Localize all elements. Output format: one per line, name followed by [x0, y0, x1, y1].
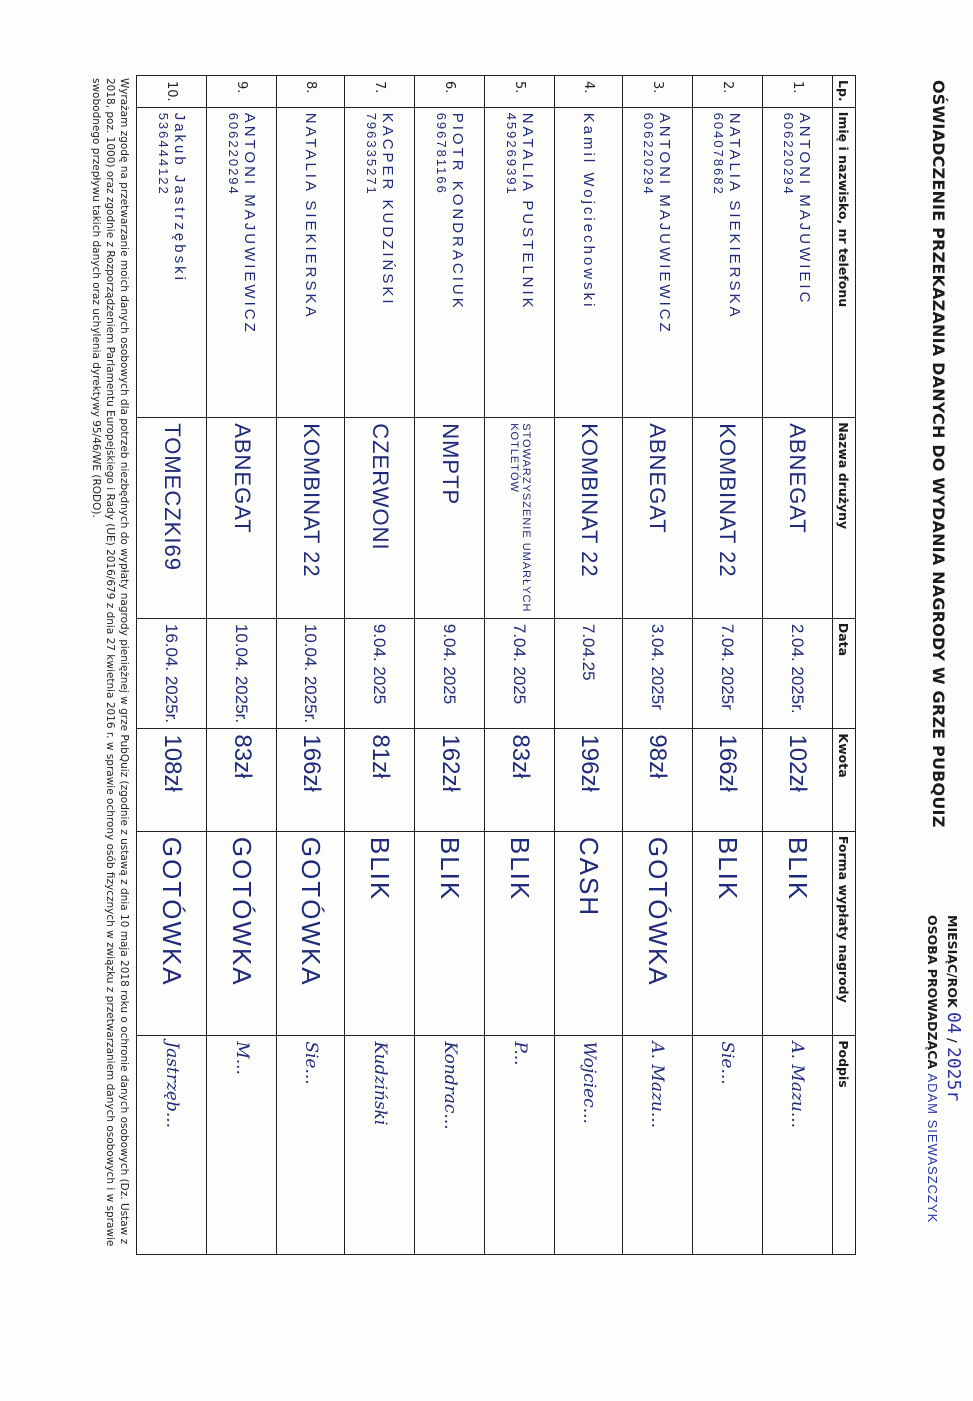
row-phone: 459269391: [503, 112, 519, 196]
row-lp: 7.: [345, 76, 415, 108]
row-signature-cell: [415, 1036, 485, 1255]
host-value: ADAM SIEWASZCZYK: [925, 1073, 940, 1224]
host-row: [922, 915, 942, 1223]
row-payout-cell: [622, 831, 692, 1035]
row-amount: 98zł: [644, 734, 672, 779]
row-payout-cell: [415, 831, 485, 1035]
row-signature-cell: [692, 1036, 762, 1255]
row-lp: 10.: [137, 76, 207, 108]
row-date-cell: [137, 618, 207, 729]
col-amount: Kwota: [833, 729, 856, 831]
row-signature: Sie...: [300, 1041, 321, 1085]
row-amount-cell: [555, 729, 623, 831]
row-team-cell: [345, 418, 415, 619]
table-row: [555, 76, 623, 1255]
col-name-phone: Imię i nazwisko, nr telefonu: [833, 107, 856, 418]
row-team: NMPTP: [437, 423, 463, 506]
row-payout-cell: [762, 831, 832, 1035]
row-date-cell: [692, 618, 762, 729]
row-team-cell: [692, 418, 762, 619]
row-team-cell: [622, 418, 692, 619]
table-row: [137, 76, 207, 1255]
row-signature: A. Mazu...: [647, 1041, 668, 1129]
row-amount: 166zł: [714, 734, 742, 792]
row-date: 7.04.25: [579, 623, 599, 681]
row-signature: P...: [509, 1041, 530, 1066]
row-amount: 102zł: [784, 734, 812, 792]
row-phone: 536444122: [155, 112, 171, 196]
row-amount: 166zł: [297, 734, 325, 792]
row-signature-cell: [345, 1036, 415, 1255]
table-row: [345, 76, 415, 1255]
row-name: ANTONI MAJUWIEWICZ: [240, 112, 258, 335]
table-header-row: [833, 76, 856, 1255]
row-signature: M...: [231, 1041, 252, 1075]
row-signature-cell: [485, 1036, 555, 1255]
row-team: ABNEGAT: [645, 423, 671, 534]
col-team: Nazwa drużyny: [833, 418, 856, 619]
row-name: PIOTR KONDRACIUK: [448, 112, 466, 311]
row-lp: 3.: [622, 76, 692, 108]
table-row: [415, 76, 485, 1255]
row-name: ANTONI MAJUWIEIC: [796, 112, 814, 306]
row-payout-cell: [277, 831, 345, 1035]
col-signature: Podpis: [833, 1036, 856, 1255]
row-payout-cell: [137, 831, 207, 1035]
row-team-cell: [485, 418, 555, 619]
row-team-cell: [137, 418, 207, 619]
row-date: 10.04. 2025r.: [232, 623, 252, 724]
row-team-cell: [207, 418, 277, 619]
row-date-cell: [345, 618, 415, 729]
row-lp: 8.: [277, 76, 345, 108]
row-payout-cell: [207, 831, 277, 1035]
row-name: NATALIA SIEKIERSKA: [726, 112, 744, 320]
row-date: 10.04. 2025r.: [301, 623, 321, 724]
row-name: NATALIA PUSTELNIK: [518, 112, 536, 311]
row-signature-cell: [137, 1036, 207, 1255]
row-date-cell: [485, 618, 555, 729]
month-year-row: [942, 915, 963, 1223]
separator-slash: /: [945, 1038, 960, 1043]
row-payout: GOTÓWKA: [227, 836, 258, 987]
year-value: 2025r: [943, 1046, 964, 1102]
row-amount-cell: [277, 729, 345, 831]
row-name: KACPER KUDZIŃSKI: [378, 112, 396, 307]
row-name-cell: [762, 107, 832, 418]
row-payout: GOTÓWKA: [157, 836, 188, 987]
row-lp: 9.: [207, 76, 277, 108]
month-value: 04: [943, 1012, 964, 1034]
row-amount: 162zł: [436, 734, 464, 792]
row-payout-cell: [345, 831, 415, 1035]
row-payout: BLIK: [505, 836, 536, 902]
row-date-cell: [277, 618, 345, 729]
row-payout-cell: [485, 831, 555, 1035]
row-team: KOMBINAT 22: [715, 423, 741, 578]
row-payout: BLIK: [435, 836, 466, 902]
row-amount-cell: [345, 729, 415, 831]
row-signature: Wojciec...: [578, 1041, 599, 1124]
row-signature-cell: [277, 1036, 345, 1255]
row-amount-cell: [692, 729, 762, 831]
row-amount: 196zł: [575, 734, 603, 792]
row-date-cell: [415, 618, 485, 729]
row-team: ABNEGAT: [785, 423, 811, 534]
row-name: NATALIA SIEKIERSKA: [302, 112, 320, 320]
row-team: STOWARZYSZENIE UMARŁYCH KOTLETÓW: [507, 423, 532, 613]
row-date-cell: [207, 618, 277, 729]
host-label: OSOBA PROWADZĄCA: [925, 915, 940, 1070]
row-date-cell: [555, 618, 623, 729]
row-name: ANTONI MAJUWIEWICZ: [656, 112, 674, 335]
row-signature-cell: [622, 1036, 692, 1255]
row-name-cell: [622, 107, 692, 418]
row-payout: GOTÓWKA: [296, 836, 327, 987]
row-payout-cell: [692, 831, 762, 1035]
row-date: 9.04. 2025: [440, 623, 460, 705]
row-team: TOMECZKI69: [159, 423, 185, 571]
row-date-cell: [762, 618, 832, 729]
row-lp: 1.: [762, 76, 832, 108]
row-team-cell: [277, 418, 345, 619]
row-payout: BLIK: [712, 836, 743, 902]
row-team-cell: [762, 418, 832, 619]
row-team-cell: [415, 418, 485, 619]
row-lp: 4.: [555, 76, 623, 108]
row-team: KOMBINAT 22: [576, 423, 602, 578]
row-phone: 796335271: [363, 112, 379, 196]
row-name-cell: [137, 107, 207, 418]
row-lp: 5.: [485, 76, 555, 108]
row-signature-cell: [555, 1036, 623, 1255]
row-date: 16.04. 2025r.: [162, 623, 182, 724]
row-name: Kamil Wojciechowski: [580, 112, 598, 310]
row-team: CZERWONI: [367, 423, 393, 551]
row-phone: 606220294: [641, 112, 657, 196]
row-signature: Kondrac...: [439, 1041, 460, 1130]
table-row: [692, 76, 762, 1255]
row-phone: 606220294: [225, 112, 241, 196]
row-amount-cell: [622, 729, 692, 831]
row-name-cell: [555, 107, 623, 418]
row-team: KOMBINAT 22: [298, 423, 324, 578]
row-lp: 2.: [692, 76, 762, 108]
row-payout: CASH: [574, 836, 605, 918]
row-date: 7.04. 2025r: [717, 623, 737, 710]
row-amount-cell: [762, 729, 832, 831]
row-phone: 696781166: [433, 112, 449, 195]
table-row: [622, 76, 692, 1255]
row-amount: 83zł: [228, 734, 256, 779]
consent-text: Wyrażam zgodę na przetwarzanie moich danych osobowych dla potrzeb niezbędnych do wypłaty nagrody pieniężnej w grze PubQuiz (zgodnie z ustawą z dnia 10 maja 2018 roku o ochronie danych osobowych (Dz. Ustaw z 2018, poz. 1000) oraz zgodnie z Rozporządzeniem Parlamentu Europejskiego i Rady (UE) 2016/679 z dnia 27 kwietnia 2016 r. w sprawie ochrony osób fizycznych w związku z przetwarzaniem danych osobowych i w sprawie swobodnego przepływu takich danych oraz uchylenia dyrektywy 95/46/WE (RODO).: [90, 78, 130, 1247]
row-date: 9.04. 2025: [370, 623, 390, 705]
row-signature: Kudziński: [369, 1041, 390, 1126]
row-amount: 83zł: [506, 734, 534, 779]
row-signature: Jastrzęb...: [161, 1041, 182, 1129]
prize-table: [136, 75, 856, 1255]
row-date: 3.04. 2025r: [647, 623, 667, 710]
row-name-cell: [277, 107, 345, 418]
header-meta: [922, 915, 963, 1223]
row-name-cell: [345, 107, 415, 418]
col-payout: Forma wypłaty nagrody: [833, 831, 856, 1035]
row-date: 7.04. 2025: [510, 623, 530, 705]
row-date: 2.04. 2025r.: [788, 623, 807, 714]
row-amount: 108zł: [158, 734, 186, 792]
table-row: [277, 76, 345, 1255]
form-title: OŚWIADCZENIE PRZEKAZANIA DANYCH DO WYDANIA NAGRODY W GRZE PUBQUIZ: [929, 80, 948, 828]
row-name-cell: [692, 107, 762, 418]
row-payout: GOTÓWKA: [642, 836, 673, 987]
row-amount-cell: [137, 729, 207, 831]
row-payout: BLIK: [783, 836, 813, 902]
row-payout: BLIK: [365, 836, 396, 902]
row-phone: 604078682: [711, 112, 727, 196]
row-signature: A. Mazu...: [787, 1041, 808, 1129]
row-lp: 6.: [415, 76, 485, 108]
row-amount: 81zł: [366, 734, 394, 779]
row-phone: 606220294: [781, 112, 797, 196]
row-name-cell: [485, 107, 555, 418]
table-row: [485, 76, 555, 1255]
col-lp: Lp.: [833, 76, 856, 108]
row-signature: Sie...: [717, 1041, 738, 1085]
row-name-cell: [415, 107, 485, 418]
month-year-label: MIESIĄC/ROK: [945, 915, 960, 1008]
row-team-cell: [555, 418, 623, 619]
row-name: Jakub Jastrzębski: [170, 112, 188, 283]
table-row: [207, 76, 277, 1255]
row-amount-cell: [415, 729, 485, 831]
row-signature-cell: [207, 1036, 277, 1255]
row-payout-cell: [555, 831, 623, 1035]
row-date-cell: [622, 618, 692, 729]
row-team: ABNEGAT: [229, 423, 255, 534]
col-date: Data: [833, 618, 856, 729]
row-signature-cell: [762, 1036, 832, 1255]
row-amount-cell: [207, 729, 277, 831]
row-amount-cell: [485, 729, 555, 831]
table-row: [762, 76, 832, 1255]
row-name-cell: [207, 107, 277, 418]
